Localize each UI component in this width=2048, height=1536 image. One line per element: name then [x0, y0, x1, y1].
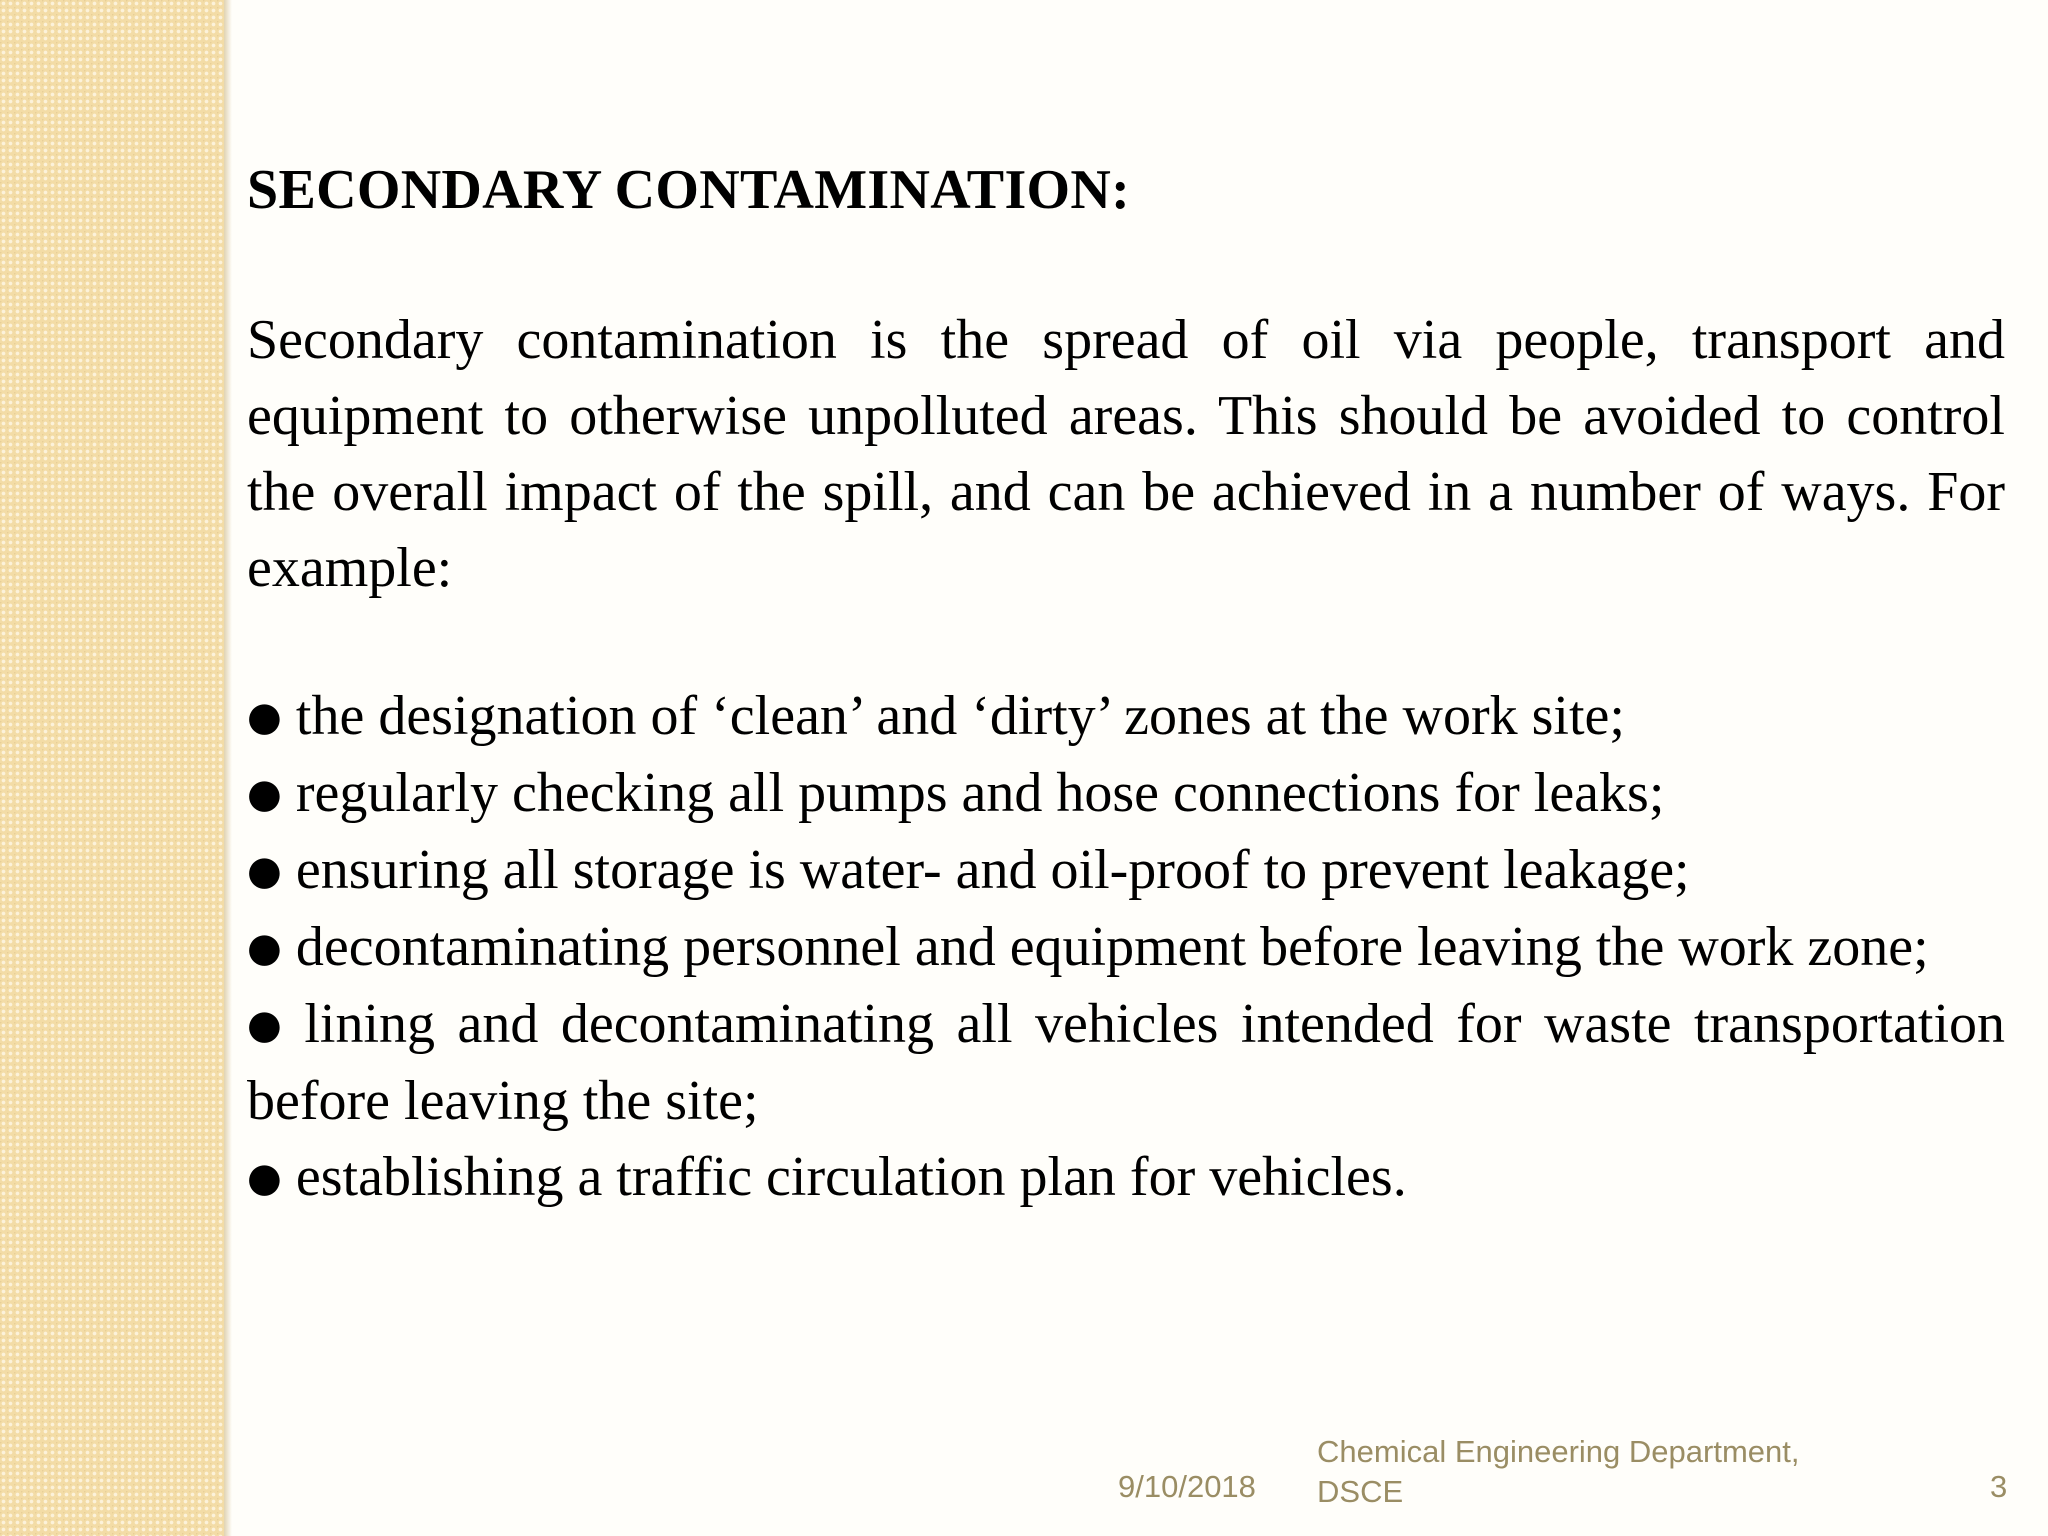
bullet-dot-icon: ● — [247, 925, 282, 971]
bullet-dot-icon: ● — [247, 1155, 282, 1201]
bullet-text: ensuring all storage is water- and oil-proof to prevent leakage; — [295, 839, 1690, 901]
bullet-item — [247, 832, 2005, 909]
bullet-dot-icon: ● — [247, 848, 282, 894]
footer-department: Chemical Engineering Department, DSCE — [1317, 1434, 1800, 1509]
bullet-dot-icon: ● — [247, 771, 282, 817]
bullet-text: decontaminating personnel and equipment before leaving the work zone; — [295, 916, 1929, 978]
bullet-item — [247, 1139, 2005, 1216]
bullet-text: regularly checking all pumps and hose connections for leaks; — [295, 762, 1665, 824]
decorative-side-strip — [0, 0, 224, 1536]
bullet-list — [247, 678, 2005, 1216]
bullet-dot-icon: ● — [247, 1002, 291, 1048]
side-strip-shadow — [224, 0, 232, 1536]
bullet-dot-icon: ● — [247, 694, 282, 740]
slide-number: 3 — [1990, 1469, 2008, 1504]
bullet-text: establishing a traffic circulation plan for vehicles. — [295, 1146, 1407, 1208]
bullet-item — [247, 755, 2005, 832]
bullet-item — [247, 909, 2005, 986]
footer-date: 9/10/2018 — [1118, 1469, 1256, 1504]
bullet-text: lining and decontaminating all vehicles intended for waste transportation before leaving the site; — [247, 993, 2005, 1132]
bullet-text: the designation of ‘clean’ and ‘dirty’ zones at the work site; — [295, 685, 1625, 747]
bullet-item — [247, 986, 2005, 1139]
slide-heading: SECONDARY CONTAMINATION: — [247, 159, 1131, 221]
slide-content — [247, 150, 2005, 1216]
bullet-item — [247, 678, 2005, 755]
intro-paragraph: Secondary contamination is the spread of oil via people, transport and equipment to otherwise unpolluted areas. This should be avoided to control the overall impact of the spill, and can be achieved in a number of ways. For example: — [247, 309, 2005, 599]
